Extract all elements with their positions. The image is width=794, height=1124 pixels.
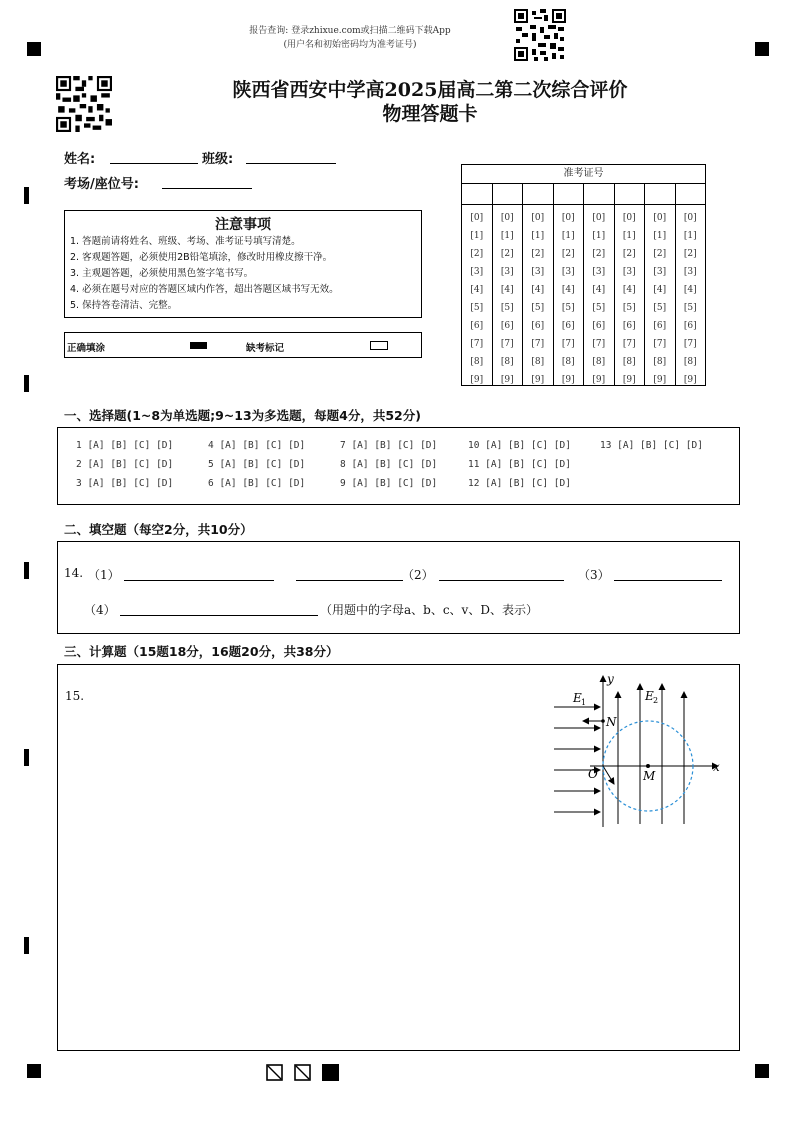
- admission-digit-column[interactable]: [554, 205, 585, 385]
- admission-digit-bubble[interactable]: [4]: [531, 285, 545, 295]
- admission-digit-bubble[interactable]: [4]: [683, 285, 697, 295]
- admission-bubble-grid[interactable]: [462, 205, 705, 385]
- admission-digit-bubble[interactable]: [6]: [622, 321, 636, 331]
- seat-label: 考场/座位号:: [64, 177, 139, 192]
- blank-4-label: （4）: [84, 603, 116, 617]
- admission-digit-bubble[interactable]: [8]: [470, 357, 484, 367]
- admission-digit-bubble[interactable]: [3]: [500, 267, 514, 277]
- admission-digit-bubble[interactable]: [8]: [622, 357, 636, 367]
- corner-mark-top-right: [755, 42, 769, 56]
- admission-digit-bubble[interactable]: [3]: [470, 267, 484, 277]
- e2-subscript: 2: [653, 696, 659, 705]
- admission-digit-bubble[interactable]: [9]: [653, 375, 667, 385]
- admission-digit-bubble[interactable]: [2]: [622, 249, 636, 259]
- notice-item: 2. 客观题答题，必须使用2B铅笔填涂，修改时用橡皮擦干净。: [70, 252, 333, 263]
- admission-digit-bubble[interactable]: [2]: [653, 249, 667, 259]
- admission-digit-bubble[interactable]: [7]: [683, 339, 697, 349]
- choice-q3[interactable]: 3 [A] [B] [C] [D]: [76, 478, 174, 489]
- admission-digit-bubble[interactable]: [8]: [561, 357, 575, 367]
- admission-digit-bubble[interactable]: [5]: [500, 303, 514, 313]
- admission-digit-bubble[interactable]: [1]: [683, 231, 697, 241]
- admission-digit-bubble[interactable]: [2]: [561, 249, 575, 259]
- blank-3-label: （3）: [578, 568, 610, 582]
- admission-digit-bubble[interactable]: [1]: [561, 231, 575, 241]
- choice-q5[interactable]: 5 [A] [B] [C] [D]: [208, 459, 306, 470]
- admission-digit-bubble[interactable]: [2]: [500, 249, 514, 259]
- admission-digit-bubble[interactable]: [0]: [470, 213, 484, 223]
- choice-q2[interactable]: 2 [A] [B] [C] [D]: [76, 459, 174, 470]
- admission-digit-bubble[interactable]: [4]: [592, 285, 606, 295]
- admission-digit-bubble[interactable]: [4]: [470, 285, 484, 295]
- point-m-label: M: [643, 769, 656, 783]
- field-diagram: [548, 672, 723, 828]
- choice-q10[interactable]: 10 [A] [B] [C] [D]: [468, 440, 571, 451]
- admission-digit-bubble[interactable]: [5]: [592, 303, 606, 313]
- origin-o-label: O: [588, 767, 598, 781]
- admission-digit-bubble[interactable]: [6]: [500, 321, 514, 331]
- admission-digit-bubble[interactable]: [7]: [622, 339, 636, 349]
- timing-mark: [24, 375, 29, 392]
- admission-digit-bubble[interactable]: [7]: [653, 339, 667, 349]
- section3-title: 三、计算题（15题18分，16题20分，共38分）: [64, 644, 339, 659]
- admission-digit-bubble[interactable]: [6]: [683, 321, 697, 331]
- admission-digit-column[interactable]: [615, 205, 646, 385]
- admission-digit-bubble[interactable]: [0]: [561, 213, 575, 223]
- admission-digit-bubble[interactable]: [3]: [683, 267, 697, 277]
- section2-title: 二、填空题（每空2分，共10分）: [64, 522, 253, 537]
- admission-digit-bubble[interactable]: [0]: [592, 213, 606, 223]
- sheet-qr-code-icon: [56, 76, 112, 132]
- blank-1-label: （1）: [88, 568, 120, 582]
- admission-digit-bubble[interactable]: [0]: [653, 213, 667, 223]
- fill-answer-box: [57, 541, 740, 634]
- admission-digit-bubble[interactable]: [9]: [531, 375, 545, 385]
- e2-label: E: [645, 689, 654, 703]
- class-input[interactable]: [246, 163, 336, 164]
- timing-mark: [24, 187, 29, 204]
- admission-digit-bubble[interactable]: [9]: [683, 375, 697, 385]
- blank-1-line-b[interactable]: [296, 580, 403, 581]
- blank-2-label: （2）: [402, 568, 434, 582]
- choice-q4[interactable]: 4 [A] [B] [C] [D]: [208, 440, 306, 451]
- name-input[interactable]: [110, 163, 198, 164]
- admission-digit-bubble[interactable]: [1]: [622, 231, 636, 241]
- corner-mark-bottom-left: [27, 1064, 41, 1078]
- choice-q1[interactable]: 1 [A] [B] [C] [D]: [76, 440, 174, 451]
- blank-2-line[interactable]: [439, 580, 564, 581]
- admission-digit-bubble[interactable]: [7]: [500, 339, 514, 349]
- admission-digit-bubble[interactable]: [1]: [500, 231, 514, 241]
- admission-digit-bubble[interactable]: [9]: [500, 375, 514, 385]
- admission-digit-bubble[interactable]: [8]: [500, 357, 514, 367]
- admission-digit-bubble[interactable]: [0]: [500, 213, 514, 223]
- question-14-number: 14.: [64, 566, 84, 580]
- choice-q13[interactable]: 13 [A] [B] [C] [D]: [600, 440, 703, 451]
- admission-digit-bubble[interactable]: [5]: [653, 303, 667, 313]
- admission-digit-column[interactable]: [584, 205, 615, 385]
- admission-digit-bubble[interactable]: [6]: [653, 321, 667, 331]
- admission-digit-bubble[interactable]: [3]: [653, 267, 667, 277]
- admission-digit-bubble[interactable]: [2]: [531, 249, 545, 259]
- timing-mark: [24, 749, 29, 766]
- admission-digit-bubble[interactable]: [7]: [531, 339, 545, 349]
- admission-digit-bubble[interactable]: [5]: [683, 303, 697, 313]
- admission-digit-bubble[interactable]: [9]: [470, 375, 484, 385]
- y-axis-label: y: [607, 672, 614, 686]
- admission-digit-bubble[interactable]: [5]: [622, 303, 636, 313]
- admission-number-grid: [461, 164, 706, 386]
- blank-1-line-a[interactable]: [124, 580, 274, 581]
- seat-input[interactable]: [162, 188, 252, 189]
- choice-answer-box: [57, 427, 740, 505]
- notice-item: 5. 保持答卷清洁、完整。: [70, 300, 178, 311]
- choice-q6[interactable]: 6 [A] [B] [C] [D]: [208, 478, 306, 489]
- bottom-mark-slash-2: [294, 1064, 311, 1081]
- admission-digit-bubble[interactable]: [1]: [470, 231, 484, 241]
- admission-digit-bubble[interactable]: [2]: [470, 249, 484, 259]
- admission-digit-column[interactable]: [523, 205, 554, 385]
- choice-q8[interactable]: 8 [A] [B] [C] [D]: [340, 459, 438, 470]
- admission-digit-bubble[interactable]: [4]: [622, 285, 636, 295]
- name-label: 姓名:: [64, 152, 96, 167]
- fill-legend: [64, 332, 422, 358]
- absent-mark-label: 缺考标记: [246, 343, 285, 354]
- blank-4-note: （用题中的字母a、b、c、v、D、表示）: [320, 603, 538, 617]
- blank-3-line[interactable]: [614, 580, 722, 581]
- report-query-note: [200, 24, 500, 52]
- admission-digit-bubble[interactable]: [6]: [592, 321, 606, 331]
- point-n-label: N: [606, 715, 617, 729]
- admission-digit-bubble[interactable]: [8]: [592, 357, 606, 367]
- admission-digit-bubble[interactable]: [0]: [683, 213, 697, 223]
- notice-item: 1. 答题前请将姓名、班级、考场、准考证号填写清楚。: [70, 236, 301, 247]
- admission-digit-column[interactable]: [645, 205, 676, 385]
- admission-digit-bubble[interactable]: [2]: [683, 249, 697, 259]
- bottom-mark-filled: [322, 1064, 339, 1081]
- x-axis-label: x: [713, 760, 720, 774]
- corner-mark-bottom-right: [755, 1064, 769, 1078]
- admission-digit-bubble[interactable]: [3]: [561, 267, 575, 277]
- choice-q11[interactable]: 11 [A] [B] [C] [D]: [468, 459, 571, 470]
- notice-title: 注意事项: [215, 217, 271, 233]
- correct-fill-sample: [190, 342, 207, 349]
- admission-digit-bubble[interactable]: [3]: [592, 267, 606, 277]
- class-label: 班级:: [202, 152, 234, 167]
- admission-digit-bubble[interactable]: [4]: [561, 285, 575, 295]
- bottom-mark-slash-1: [266, 1064, 283, 1081]
- choice-q12[interactable]: 12 [A] [B] [C] [D]: [468, 478, 571, 489]
- absent-mark-checkbox[interactable]: [370, 341, 388, 350]
- admission-digit-bubble[interactable]: [0]: [531, 213, 545, 223]
- admission-digit-bubble[interactable]: [9]: [561, 375, 575, 385]
- corner-mark-top-left: [27, 42, 41, 56]
- report-query-subline: (用户名和初始密码均为准考证号): [283, 40, 417, 50]
- e1-label: E: [573, 691, 582, 705]
- correct-fill-label: 正确填涂: [67, 343, 106, 354]
- exam-title-line2: 物理答题卡: [382, 103, 478, 125]
- admission-digit-bubble[interactable]: [5]: [531, 303, 545, 313]
- admission-digit-bubble[interactable]: [9]: [622, 375, 636, 385]
- choice-q7[interactable]: 7 [A] [B] [C] [D]: [340, 440, 438, 451]
- exam-title: [150, 78, 710, 126]
- notice-box: [64, 210, 422, 318]
- exam-title-line1: 陕西省西安中学高2025届高二第二次综合评价: [232, 79, 628, 101]
- admission-digit-bubble[interactable]: [1]: [531, 231, 545, 241]
- admission-digit-bubble[interactable]: [0]: [622, 213, 636, 223]
- admission-digit-bubble[interactable]: [5]: [470, 303, 484, 313]
- admission-digit-bubble[interactable]: [8]: [531, 357, 545, 367]
- admission-digit-column[interactable]: [676, 205, 706, 385]
- e1-subscript: 1: [581, 698, 587, 707]
- admission-digit-bubble[interactable]: [6]: [561, 321, 575, 331]
- admission-digit-bubble[interactable]: [3]: [622, 267, 636, 277]
- timing-mark: [24, 937, 29, 954]
- choice-q9[interactable]: 9 [A] [B] [C] [D]: [340, 478, 438, 489]
- admission-digit-bubble[interactable]: [4]: [500, 285, 514, 295]
- report-query-line: 报告查询: 登录zhixue.com或扫描二维码下载App: [249, 26, 451, 36]
- admission-digit-bubble[interactable]: [5]: [561, 303, 575, 313]
- admission-digit-bubble[interactable]: [1]: [592, 231, 606, 241]
- admission-digit-bubble[interactable]: [7]: [561, 339, 575, 349]
- admission-digit-bubble[interactable]: [2]: [592, 249, 606, 259]
- admission-digit-bubble[interactable]: [3]: [531, 267, 545, 277]
- section1-title: 一、选择题(1~8为单选题;9~13为多选题，每题4分，共52分): [64, 408, 421, 423]
- admission-digit-column[interactable]: [493, 205, 524, 385]
- timing-mark: [24, 562, 29, 579]
- admission-digit-bubble[interactable]: [7]: [470, 339, 484, 349]
- admission-digit-bubble[interactable]: [4]: [653, 285, 667, 295]
- app-qr-code-icon: [514, 9, 566, 61]
- notice-item: 4. 必须在题号对应的答题区域内作答，超出答题区域书写无效。: [70, 284, 339, 295]
- admission-digit-bubble[interactable]: [8]: [683, 357, 697, 367]
- admission-digit-bubble[interactable]: [1]: [653, 231, 667, 241]
- blank-4-line[interactable]: [120, 615, 318, 616]
- admission-digit-column[interactable]: [462, 205, 493, 385]
- admission-digit-bubble[interactable]: [6]: [470, 321, 484, 331]
- question-15-number: 15.: [65, 689, 85, 703]
- admission-digit-bubble[interactable]: [8]: [653, 357, 667, 367]
- admission-digit-bubble[interactable]: [6]: [531, 321, 545, 331]
- admission-digit-bubble[interactable]: [7]: [592, 339, 606, 349]
- notice-item: 3. 主观题答题，必须使用黑色签字笔书写。: [70, 268, 254, 279]
- admission-number-title: 准考证号: [462, 165, 705, 184]
- admission-number-write-cells[interactable]: [462, 184, 705, 205]
- admission-digit-bubble[interactable]: [9]: [592, 375, 606, 385]
